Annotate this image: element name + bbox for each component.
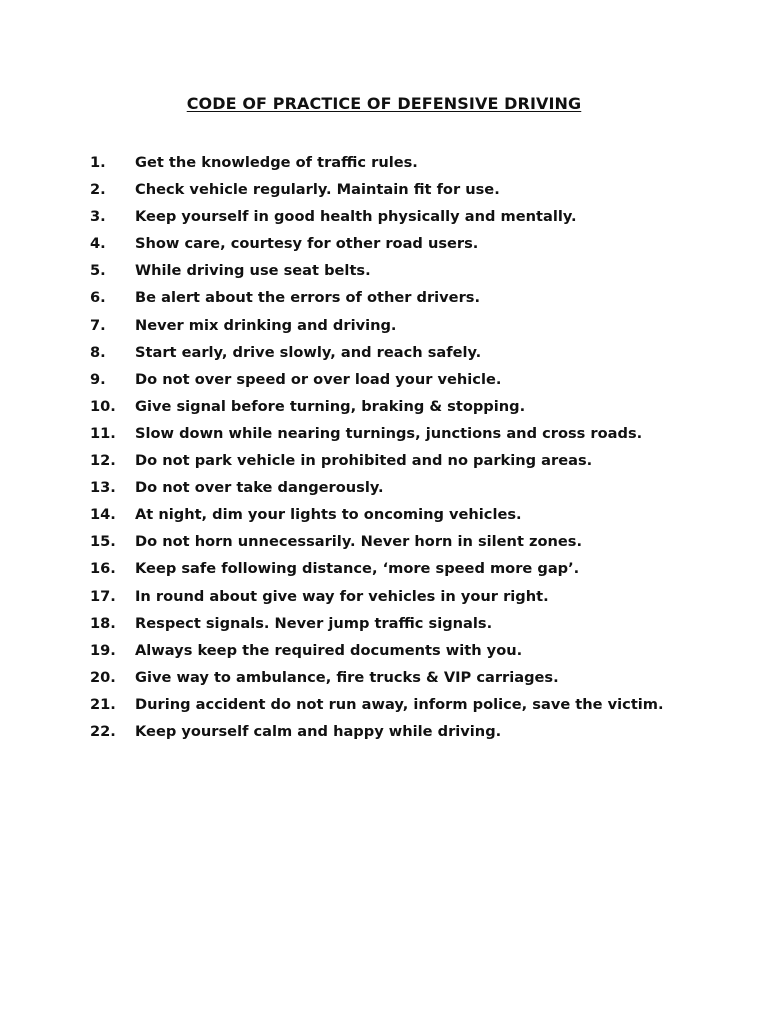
item-text: Give signal before turning, braking & stopping. xyxy=(135,397,526,415)
list-item xyxy=(0,691,768,718)
list-item xyxy=(0,718,768,745)
list-item xyxy=(0,339,768,366)
item-text: Respect signals. Never jump traffic signals. xyxy=(135,614,493,632)
item-text: While driving use seat belts. xyxy=(135,262,371,280)
item-text: Start early, drive slowly, and reach safely. xyxy=(135,343,482,361)
list-item xyxy=(0,420,768,447)
item-number: 14. xyxy=(90,506,116,524)
item-text: During accident do not run away, inform police, save the victim. xyxy=(135,695,664,713)
list-item xyxy=(0,230,768,257)
list-item xyxy=(0,637,768,664)
item-text: Never mix drinking and driving. xyxy=(135,316,397,334)
item-text: Check vehicle regularly. Maintain fit for use. xyxy=(135,181,500,199)
item-number: 20. xyxy=(90,668,116,686)
item-text: Show care, courtesy for other road users. xyxy=(135,235,479,253)
list-item xyxy=(0,610,768,637)
item-text: Get the knowledge of traffic rules. xyxy=(135,154,418,171)
item-number: 18. xyxy=(90,614,116,632)
list-item xyxy=(0,284,768,311)
list-item xyxy=(0,203,768,230)
list-item xyxy=(0,501,768,528)
list-item xyxy=(0,664,768,691)
list-item xyxy=(0,474,768,501)
item-number: 5. xyxy=(90,262,106,280)
list-item xyxy=(0,583,768,610)
item-text: Keep yourself calm and happy while driving. xyxy=(135,722,502,740)
item-text: Always keep the required documents with you. xyxy=(135,641,523,659)
list-item xyxy=(0,312,768,339)
item-number: 22. xyxy=(90,722,116,740)
page-title: CODE OF PRACTICE OF DEFENSIVE DRIVING xyxy=(186,94,582,113)
item-number: 13. xyxy=(90,479,116,497)
item-text: Keep safe following distance, ‘more speed more gap’. xyxy=(135,560,580,578)
item-text: In round about give way for vehicles in your right. xyxy=(135,587,549,605)
item-number: 7. xyxy=(90,316,106,334)
item-number: 19. xyxy=(90,641,116,659)
item-number: 10. xyxy=(90,397,116,415)
list-item xyxy=(0,528,768,555)
item-number: 3. xyxy=(90,208,106,226)
list-item xyxy=(0,447,768,474)
list-item xyxy=(0,555,768,582)
item-text: Do not over speed or over load your vehicle. xyxy=(135,370,502,388)
item-number: 11. xyxy=(90,424,116,442)
rules-list xyxy=(0,149,768,745)
item-number: 16. xyxy=(90,560,116,578)
list-item xyxy=(0,176,768,203)
item-text: Do not over take dangerously. xyxy=(135,479,384,497)
item-number: 21. xyxy=(90,695,116,713)
list-item xyxy=(0,257,768,284)
item-text: At night, dim your lights to oncoming vehicles. xyxy=(135,506,522,524)
item-text: Keep yourself in good health physically and mentally. xyxy=(135,208,577,226)
item-number: 4. xyxy=(90,235,106,253)
item-text: Do not park vehicle in prohibited and no parking areas. xyxy=(135,452,593,470)
list-item xyxy=(0,149,768,176)
item-number: 12. xyxy=(90,452,116,470)
item-text: Be alert about the errors of other drivers. xyxy=(135,289,481,307)
item-number: 8. xyxy=(90,343,106,361)
item-number: 2. xyxy=(90,181,106,199)
item-text: Give way to ambulance, fire trucks & VIP carriages. xyxy=(135,668,559,686)
list-item xyxy=(0,393,768,420)
item-number: 15. xyxy=(90,533,116,551)
item-text: Do not horn unnecessarily. Never horn in silent zones. xyxy=(135,533,583,551)
item-number: 9. xyxy=(90,370,106,388)
item-number: 6. xyxy=(90,289,106,307)
item-number: 17. xyxy=(90,587,116,605)
item-number: 1. xyxy=(90,154,106,171)
item-text: Slow down while nearing turnings, junctions and cross roads. xyxy=(135,424,643,442)
list-item xyxy=(0,366,768,393)
